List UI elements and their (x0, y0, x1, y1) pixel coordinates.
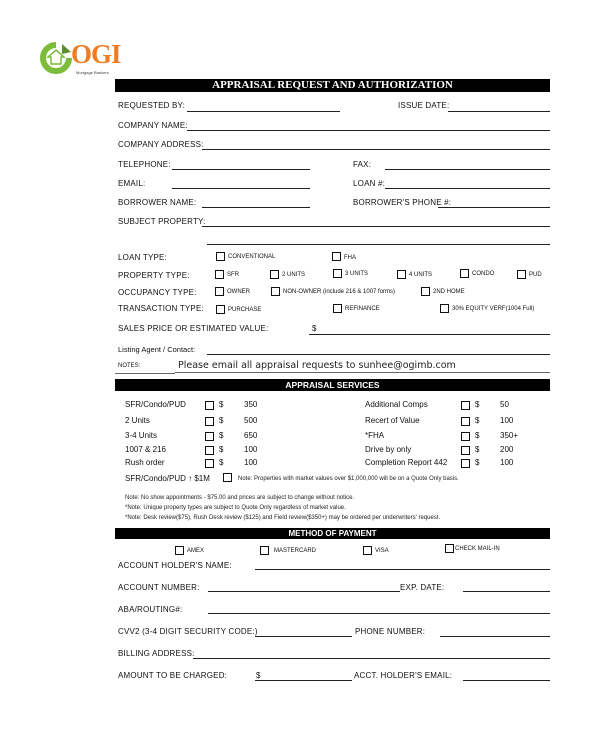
amount-label: AMOUNT TO BE CHARGED: (118, 671, 228, 680)
property-type-condo-checkbox[interactable] (460, 269, 469, 278)
borrower-phone-input[interactable] (438, 207, 550, 208)
holder-email-label: ACCT. HOLDER'S EMAIL: (354, 671, 453, 680)
service-price: 50 (500, 400, 509, 409)
listing-agent-label: Listing Agent / Contact: (118, 345, 196, 354)
service-checkbox[interactable] (461, 432, 470, 441)
requested-by-label: REQUESTED BY: (118, 101, 186, 110)
occupancy-option: OWNER (227, 289, 250, 295)
service-currency: $ (475, 400, 480, 409)
service-currency: $ (219, 445, 224, 454)
service-price: 350 (244, 400, 258, 409)
payment-mastercard-checkbox[interactable] (260, 546, 269, 555)
service-label: SFR/Condo/PUD (125, 400, 186, 409)
billing-address-label: BILLING ADDRESS: (118, 649, 195, 658)
subject-property-input[interactable] (202, 226, 550, 227)
property-type-option: CONDO (472, 271, 495, 277)
fax-label: FAX: (353, 160, 372, 169)
service-price: 100 (500, 416, 514, 425)
logo-house-arrows-icon (40, 42, 72, 74)
payment-visa-checkbox[interactable] (363, 546, 372, 555)
amount-input[interactable] (255, 680, 352, 681)
sales-price-input[interactable] (309, 334, 550, 335)
telephone-input[interactable] (172, 169, 310, 170)
occupancy-option: 2ND HOME (433, 289, 465, 295)
cvv-input[interactable] (255, 636, 352, 637)
service-note: Note: No show appointments - $75.00 and prices are subject to change without notice. (125, 495, 355, 501)
occupancy-owner-checkbox[interactable] (215, 287, 224, 296)
property-type-option: PUD (529, 272, 542, 278)
occupancy-2nd-home-checkbox[interactable] (421, 287, 430, 296)
holder-email-input[interactable] (463, 680, 550, 681)
phone-number-label: PHONE NUMBER: (355, 627, 426, 636)
service-label: 2 Units (125, 416, 150, 425)
service-label: Drive by only (365, 445, 412, 454)
amount-currency: $ (256, 671, 261, 680)
loan-type-conventional-checkbox[interactable] (216, 252, 225, 261)
service-price: 350+ (500, 431, 519, 440)
service-price: 100 (500, 458, 514, 467)
logo-tagline: Mortgage Bankers (76, 70, 109, 75)
email-label: EMAIL: (118, 179, 146, 188)
payment-check-checkbox[interactable] (445, 544, 454, 553)
service-checkbox[interactable] (205, 459, 214, 468)
subject-property-input-line2[interactable] (207, 244, 550, 245)
service-label: Rush order (125, 458, 165, 467)
loan-type-option: CONVENTIONAL (228, 254, 276, 260)
service-checkbox[interactable] (461, 417, 470, 426)
service-over-1m-checkbox[interactable] (223, 473, 232, 482)
phone-number-input[interactable] (440, 636, 550, 637)
exp-date-label: EXP. DATE: (400, 583, 445, 592)
transaction-option: 30% EQUITY VERF(1004 Full) (452, 306, 535, 312)
company-name-input[interactable] (187, 130, 550, 131)
service-currency: $ (219, 431, 224, 440)
company-name-label: COMPANY NAME: (118, 121, 188, 130)
service-label: 3-4 Units (125, 431, 158, 440)
service-label: Completion Report 442 (365, 458, 448, 467)
borrower-phone-label: BORROWER'S PHONE #: (353, 198, 452, 207)
service-currency: $ (475, 431, 480, 440)
service-label: *FHA (365, 431, 385, 440)
service-price: 500 (244, 416, 258, 425)
sales-price-label: SALES PRICE OR ESTIMATED VALUE: (118, 324, 269, 333)
company-address-label: COMPANY ADDRESS: (118, 140, 204, 149)
property-type-label: PROPERTY TYPE: (118, 271, 190, 280)
transaction-option: PURCHASE (228, 307, 262, 313)
form-title: APPRAISAL REQUEST AND AUTHORIZATION (115, 79, 550, 92)
service-over-1m-label: SFR/Condo/PUD ↑ $1M (125, 474, 210, 483)
logo (40, 40, 140, 80)
occupancy-option: NON-OWNER (include 216 & 1007 forms) (283, 289, 396, 295)
service-note: *Note: Unique property types are subject to Quote Only regardless of market value. (125, 505, 346, 511)
logo-text: OGI (71, 39, 121, 69)
service-checkbox[interactable] (205, 417, 214, 426)
service-currency: $ (475, 458, 480, 467)
service-price: 100 (244, 458, 258, 467)
property-type-option: 3 UNITS (345, 271, 369, 277)
appraisal-services-header: APPRAISAL SERVICES (115, 379, 550, 391)
notes-input[interactable] (175, 372, 550, 373)
service-checkbox[interactable] (461, 459, 470, 468)
exp-date-input[interactable] (463, 591, 550, 592)
billing-address-input[interactable] (193, 658, 550, 659)
service-checkbox[interactable] (461, 401, 470, 410)
service-over-1m-note: Note: Properties with market values over $1,000,000 will be on a Quote Only basis. (238, 476, 459, 482)
service-price: 100 (244, 445, 258, 454)
loan-number-label: LOAN #: (353, 179, 386, 188)
method-of-payment-header: METHOD OF PAYMENT (115, 528, 550, 539)
service-currency: $ (219, 400, 224, 409)
loan-type-label: LOAN TYPE: (118, 253, 167, 262)
aba-routing-input[interactable] (208, 613, 550, 614)
service-label: Additional Comps (365, 400, 428, 409)
payment-method-label: MASTERCARD (274, 548, 317, 554)
fax-input[interactable] (385, 169, 550, 170)
property-type-option: 2 UNITS (282, 272, 306, 278)
property-type-option: 4 UNITS (409, 272, 433, 278)
transaction-type-label: TRANSACTION TYPE: (118, 304, 204, 313)
holder-name-label: ACCOUNT HOLDER'S NAME: (118, 561, 232, 570)
service-currency: $ (475, 445, 480, 454)
property-type-option: SFR (227, 272, 239, 278)
payment-method-label: VISA (375, 548, 389, 554)
occupancy-non-owner-checkbox[interactable] (271, 287, 280, 296)
notes-value[interactable]: Please email all appraisal requests to sunhee@ogimb.com (178, 360, 456, 371)
sales-price-currency: $ (312, 324, 317, 333)
company-address-input[interactable] (202, 149, 550, 150)
account-number-label: ACCOUNT NUMBER: (118, 583, 200, 592)
issue-date-input[interactable] (448, 111, 550, 112)
service-price: 200 (500, 445, 514, 454)
service-label: 1007 & 216 (125, 445, 166, 454)
loan-number-input[interactable] (385, 188, 550, 189)
service-currency: $ (219, 416, 224, 425)
occupancy-type-label: OCCUPANCY TYPE: (118, 288, 197, 297)
property-type-3units-checkbox[interactable] (333, 269, 342, 278)
notes-divider (115, 373, 175, 374)
property-type-4units-checkbox[interactable] (397, 270, 406, 279)
service-price: 650 (244, 431, 258, 440)
service-checkbox[interactable] (205, 401, 214, 410)
subject-property-label: SUBJECT PROPERTY: (118, 217, 206, 226)
service-currency: $ (219, 458, 224, 467)
service-checkbox[interactable] (205, 432, 214, 441)
service-label: Recert of Value (365, 416, 420, 425)
cvv-label: CVV2 (3-4 DIGIT SECURITY CODE:) (118, 627, 258, 636)
listing-agent-input[interactable] (207, 354, 550, 355)
transaction-purchase-checkbox[interactable] (216, 305, 225, 314)
transaction-option: REFINANCE (345, 306, 380, 312)
payment-method-label: AMEX (187, 548, 205, 554)
loan-type-fha-checkbox[interactable] (332, 252, 341, 261)
service-currency: $ (475, 416, 480, 425)
property-type-2units-checkbox[interactable] (270, 270, 279, 279)
borrower-name-input[interactable] (202, 207, 310, 208)
payment-amex-checkbox[interactable] (175, 546, 184, 555)
property-type-sfr-checkbox[interactable] (215, 270, 224, 279)
service-checkbox[interactable] (461, 446, 470, 455)
loan-type-option: FHA (344, 255, 356, 261)
borrower-name-label: BORROWER NAME: (118, 198, 197, 207)
property-type-pud-checkbox[interactable] (517, 270, 526, 279)
service-note: *Note: Desk review($75), Rush Desk review ($125) and Field review($350+) may be ordered per underwriters' request. (125, 515, 441, 521)
issue-date-label: ISSUE DATE: (398, 101, 450, 110)
notes-label: NOTES: (118, 363, 141, 369)
transaction-equity-checkbox[interactable] (440, 304, 449, 313)
transaction-refinance-checkbox[interactable] (333, 304, 342, 313)
email-input[interactable] (172, 188, 310, 189)
aba-routing-label: ABA/ROUTING#: (118, 605, 183, 614)
service-checkbox[interactable] (205, 446, 214, 455)
payment-method-label: CHECK MAIL-IN (455, 546, 500, 552)
account-number-input[interactable] (208, 591, 400, 592)
requested-by-input[interactable] (187, 111, 340, 112)
holder-name-input[interactable] (255, 569, 550, 570)
telephone-label: TELEPHONE: (118, 160, 171, 169)
